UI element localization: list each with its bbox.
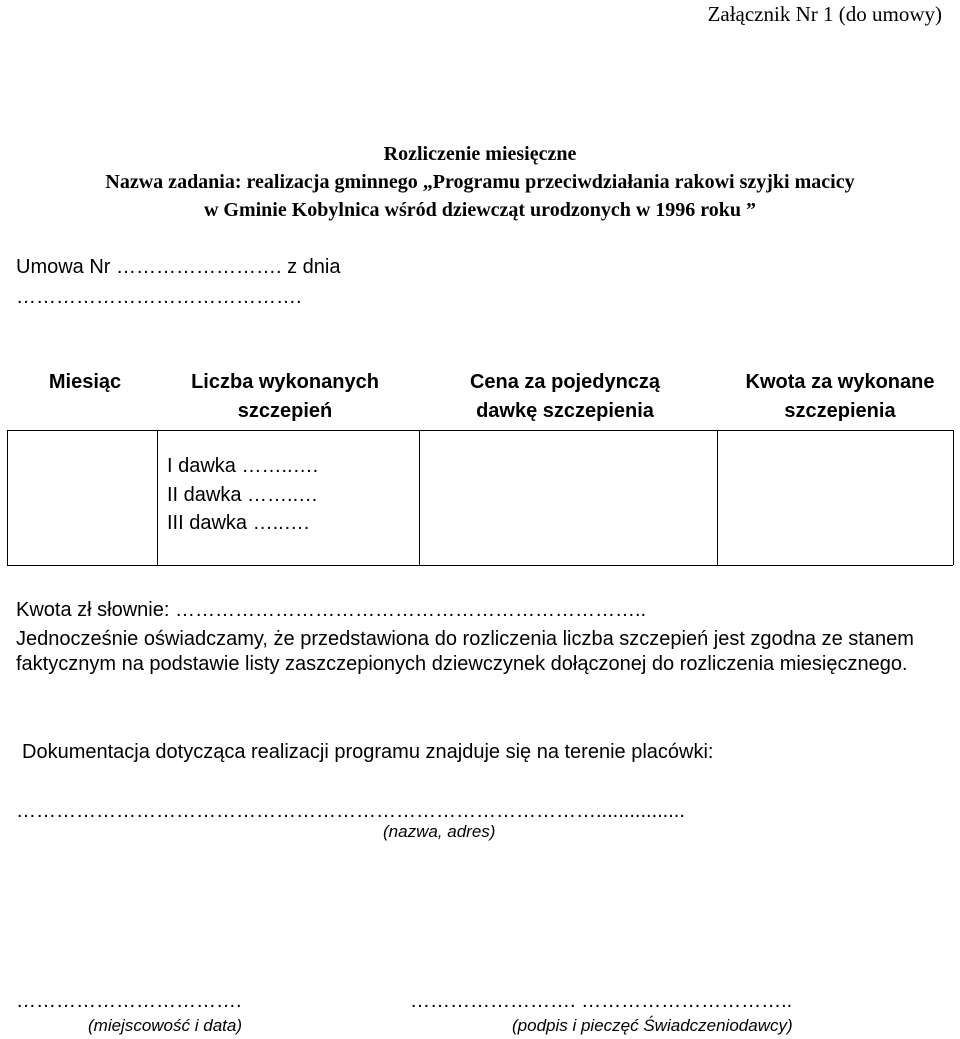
- documentation-text: Dokumentacja dotycząca realizacji programu znajduje się na terenie placówki:: [22, 741, 714, 763]
- contract-date-line: …………………………………….: [16, 286, 302, 308]
- table-border-col3: [717, 430, 718, 565]
- facility-caption: (nazwa, adres): [383, 822, 496, 841]
- signature-caption: (podpis i pieczęć Świadczeniodawcy): [512, 1016, 793, 1035]
- header-vaccination-count: Liczba wykonanych szczepień: [191, 371, 379, 422]
- amount-in-words: Kwota zł słownie: ……………………………………………………………..: [16, 599, 647, 621]
- dose-3-entry: III dawka …..….: [167, 512, 310, 534]
- table-border-col2: [419, 430, 420, 565]
- task-name-line-1: Nazwa zadania: realizacja gminnego „Programu przeciwdziałania rakowi szyjki macicy: [105, 171, 855, 193]
- place-date-caption: (miejscowość i data): [88, 1016, 242, 1035]
- table-row-top-border: [7, 430, 953, 431]
- declaration-text: Jednocześnie oświadczamy, że przedstawiona do rozliczenia liczba szczepień jest zgodna ze stanem faktycznym na podstawie listy zaszczepionych dziewczynek dołączonej do rozliczenia miesięcznego.: [16, 628, 914, 675]
- dose-1-entry: I dawka ……..….: [167, 455, 319, 477]
- signature-line: ……………………. …………………………..: [410, 990, 793, 1012]
- place-date-line: …………………………….: [16, 990, 242, 1012]
- table-border-col1: [157, 430, 158, 565]
- facility-line: ……………………………………………………………………………................: [16, 800, 685, 822]
- dose-2-entry: II dawka ……..…: [167, 484, 319, 506]
- contract-number-line: Umowa Nr ……………………. z dnia: [16, 256, 341, 278]
- header-month: Miesiąc: [48, 371, 122, 393]
- header-price-per-dose: Cena za pojedynczą dawkę szczepienia: [469, 371, 661, 422]
- table-border-left: [7, 430, 8, 565]
- report-title: Rozliczenie miesięczne: [383, 143, 577, 165]
- header-amount: Kwota za wykonane szczepienia: [745, 371, 935, 422]
- table-row-bottom-border: [7, 565, 953, 566]
- task-name-line-2: w Gminie Kobylnica wśród dziewcząt urodzonych w 1996 roku ”: [203, 199, 757, 221]
- table-border-right: [953, 430, 954, 565]
- annex-label: Załącznik Nr 1 (do umowy): [707, 2, 942, 26]
